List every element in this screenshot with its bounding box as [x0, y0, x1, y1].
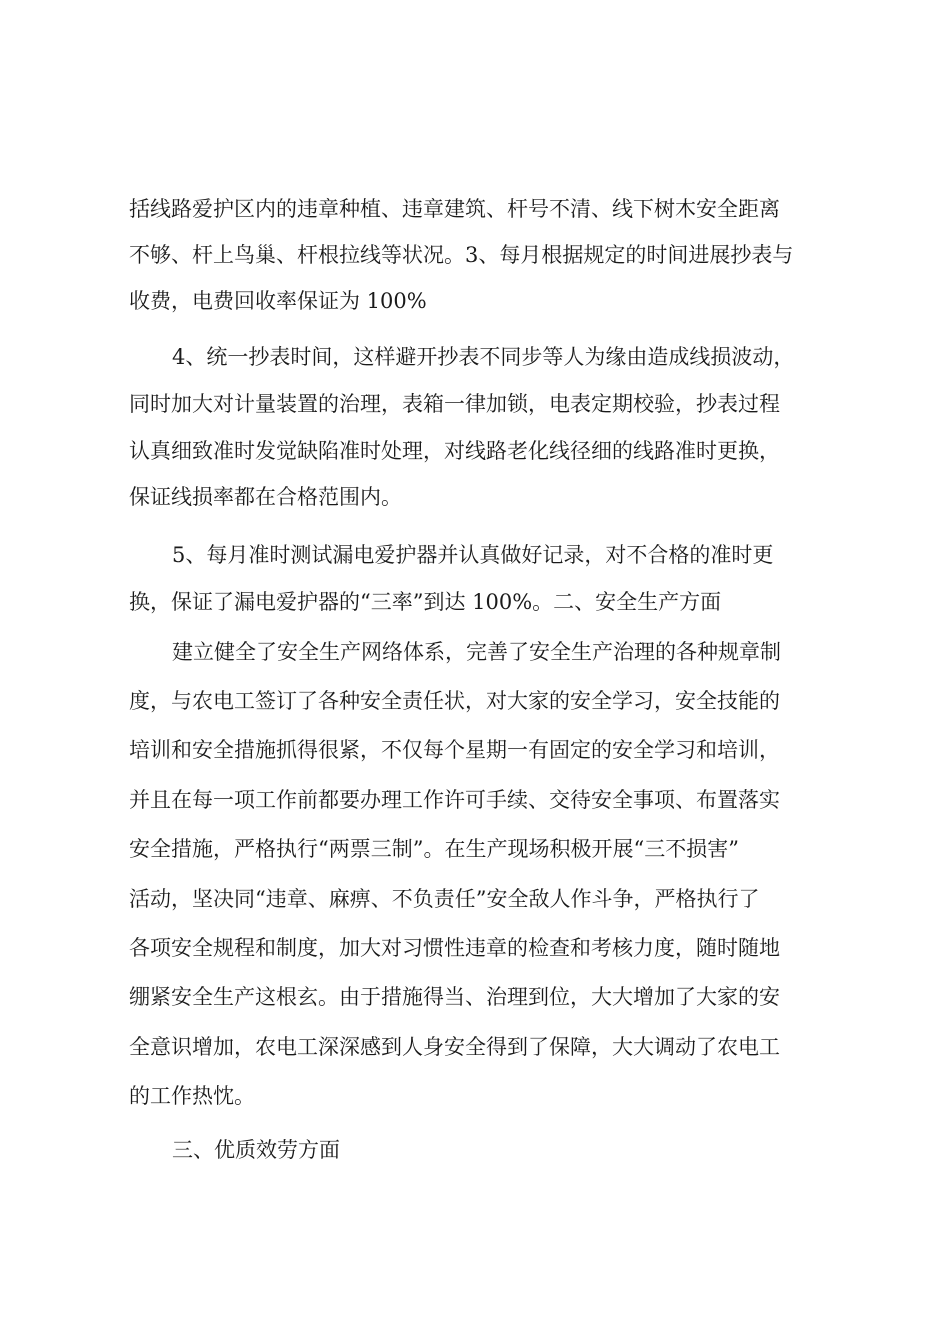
- text-line: 并且在每一项工作前都要办理工作许可手续、交待安全事项、布置落实: [129, 788, 780, 812]
- text-line: 活动，坚决同“违章、麻痹、不负责任”安全敌人作斗争，严格执行了: [129, 887, 760, 911]
- text-line: 的工作热忱。: [129, 1084, 255, 1108]
- text-line: 培训和安全措施抓得很紧，不仅每个星期一有固定的安全学习和培训，: [129, 738, 780, 762]
- text-line: 度，与农电工签订了各种安全责任状，对大家的安全学习，安全技能的: [129, 689, 780, 713]
- text-line: 换，保证了漏电爱护器的“三率”到达 100%。二、安全生产方面: [129, 590, 722, 614]
- text-line: 4、统一抄表时间，这样避开抄表不同步等人为缘由造成线损波动，: [172, 345, 795, 369]
- text-line: 保证线损率都在合格范围内。: [129, 485, 402, 509]
- text-line: 全意识增加，农电工深深感到人身安全得到了保障，大大调动了农电工: [129, 1035, 780, 1059]
- text-line: 建立健全了安全生产网络体系，完善了安全生产治理的各种规章制: [172, 640, 781, 664]
- text-line: 收费，电费回收率保证为 100%: [129, 289, 427, 313]
- section-heading: 三、优质效劳方面: [172, 1138, 340, 1162]
- text-line: 安全措施，严格执行“两票三制”。在生产现场积极开展“三不损害”: [129, 837, 739, 861]
- text-line: 认真细致准时发觉缺陷准时处理，对线路老化线径细的线路准时更换，: [129, 439, 780, 463]
- text-line: 不够、杆上鸟巢、杆根拉线等状况。3、每月根据规定的时间进展抄表与: [129, 243, 794, 267]
- text-line: 5、每月准时测试漏电爱护器并认真做好记录，对不合格的准时更: [172, 543, 774, 567]
- text-line: 括线路爱护区内的违章种植、违章建筑、杆号不清、线下树木安全距离: [129, 197, 780, 221]
- text-line: 各项安全规程和制度，加大对习惯性违章的检查和考核力度，随时随地: [129, 936, 780, 960]
- text-line: 同时加大对计量装置的治理，表箱一律加锁，电表定期校验，抄表过程: [129, 392, 780, 416]
- text-line: 绷紧安全生产这根玄。由于措施得当、治理到位，大大增加了大家的安: [129, 985, 780, 1009]
